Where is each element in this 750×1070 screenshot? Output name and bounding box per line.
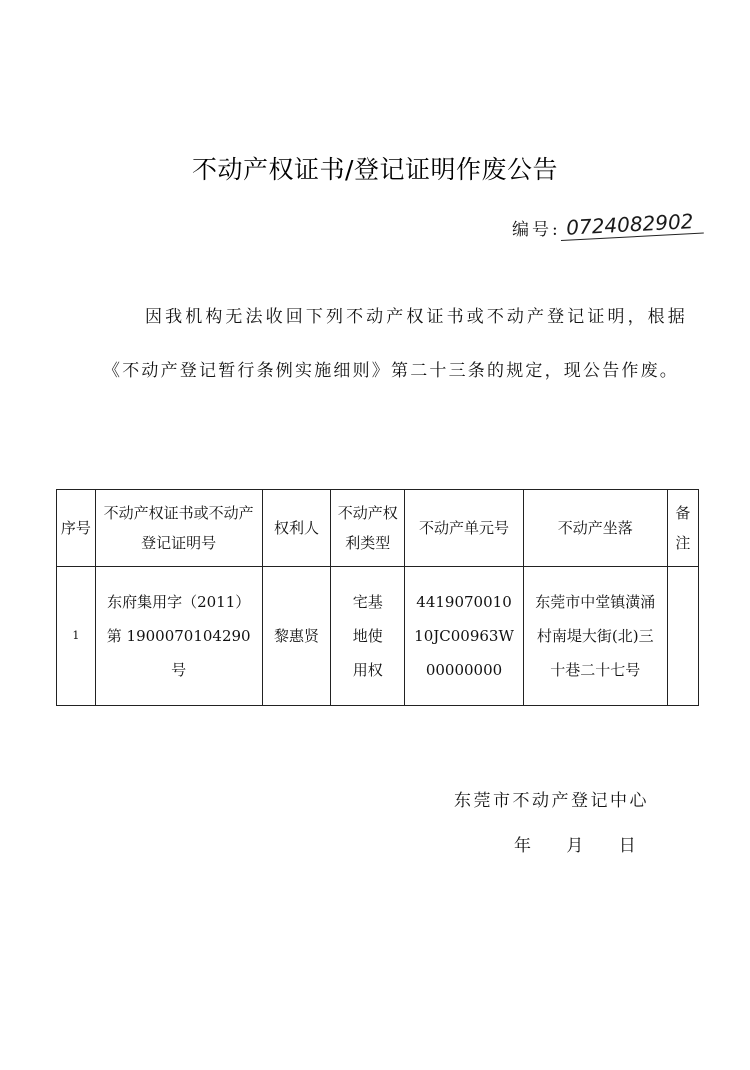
serial-label: 编号: <box>512 220 561 240</box>
table-header-row <box>57 490 699 567</box>
cell-certificate-no: 东府集用字（2011）第 1900070104290 号 <box>95 567 262 706</box>
cell-right-type: 宅基地使用权 <box>331 567 405 706</box>
invalidated-certificates-table <box>56 489 699 706</box>
serial-number <box>512 209 704 241</box>
serial-value-handwritten: 0724082902 <box>559 209 703 241</box>
header-remark: 备注 <box>667 490 698 567</box>
header-holder: 权利人 <box>262 490 331 567</box>
header-index: 序号 <box>57 490 96 567</box>
date-line: 年 月 日 <box>514 836 636 856</box>
page-title: 不动产权证书/登记证明作废公告 <box>192 155 558 184</box>
cell-holder: 黎惠贤 <box>262 567 331 706</box>
cell-index: 1 <box>57 567 96 706</box>
announcement-body: 因我机构无法收回下列不动产权证书或不动产登记证明，根据《不动产登记暂行条例实施细则》第二十三条的规定，现公告作废。 <box>103 307 687 381</box>
header-unit-no: 不动产单元号 <box>405 490 523 567</box>
header-certificate-no: 不动产权证书或不动产登记证明号 <box>95 490 262 567</box>
cell-unit-no: 441907001010JC00963W00000000 <box>405 567 523 706</box>
cell-remark <box>667 567 698 706</box>
header-location: 不动产坐落 <box>523 490 667 567</box>
table-row <box>57 567 699 706</box>
issuing-organization: 东莞市不动产登记中心 <box>454 791 649 811</box>
cell-location: 东莞市中堂镇潢涌村南堤大街(北)三十巷二十七号 <box>523 567 667 706</box>
header-right-type: 不动产权利类型 <box>331 490 405 567</box>
